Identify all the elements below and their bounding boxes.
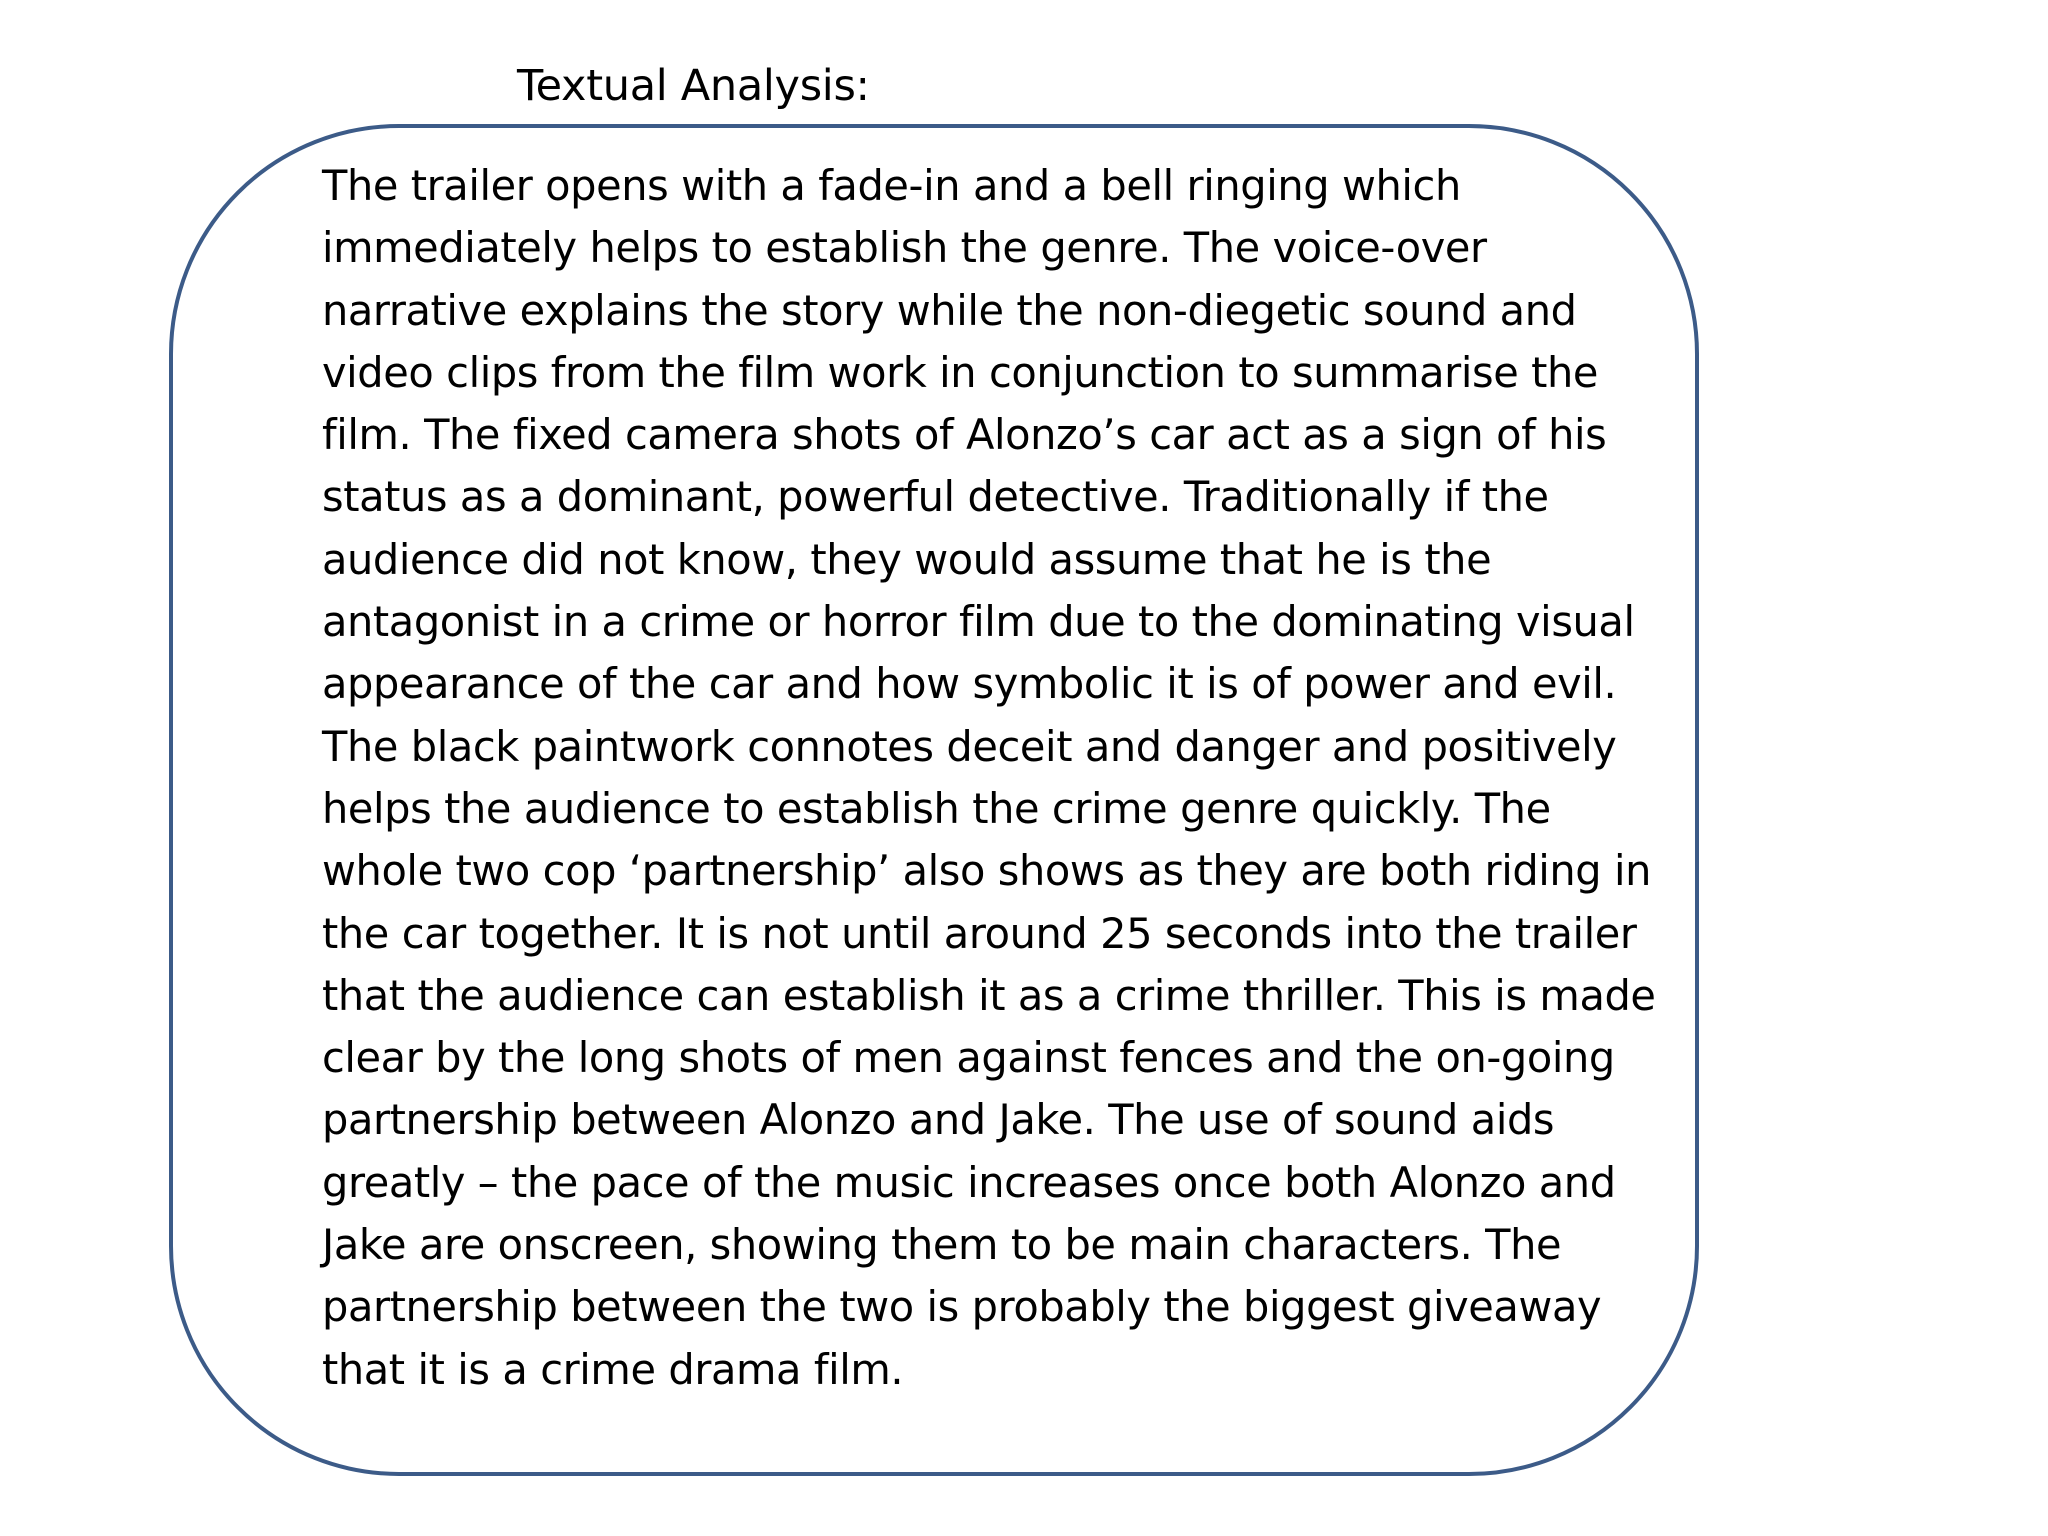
paragraph-line: that the audience can establish it as a crime thriller. This is made	[322, 970, 1656, 1020]
paragraph-line: helps the audience to establish the crime genre quickly. The	[322, 783, 1551, 833]
paragraph-line: whole two cop ‘partnership’ also shows as they are both riding in	[322, 846, 1652, 896]
paragraph-line: The trailer opens with a fade-in and a bell ringing which	[322, 161, 1461, 210]
slide-title: Textual Analysis:	[517, 61, 870, 111]
paragraph-line: audience did not know, they would assume that he is the	[322, 534, 1492, 584]
paragraph-line: status as a dominant, powerful detective. Traditionally if the	[322, 472, 1549, 522]
paragraph-line: video clips from the film work in conjunction to summarise the	[322, 347, 1599, 397]
paragraph-line: appearance of the car and how symbolic it is of power and evil.	[322, 659, 1617, 709]
paragraph-line: The black paintwork connotes deceit and danger and positively	[322, 721, 1617, 771]
paragraph-line: antagonist in a crime or horror film due to the dominating visual	[322, 597, 1635, 647]
paragraph-line: narrative explains the story while the non-diegetic sound and	[322, 285, 1577, 335]
paragraph-line: film. The fixed camera shots of Alonzo’s car act as a sign of his	[322, 410, 1607, 460]
paragraph-line: partnership between the two is probably the biggest giveaway	[322, 1282, 1602, 1332]
analysis-paragraph	[322, 155, 1722, 1401]
paragraph-line: the car together. It is not until around 25 seconds into the trailer	[322, 908, 1637, 958]
paragraph-line: greatly – the pace of the music increases once both Alonzo and	[322, 1157, 1616, 1207]
paragraph-line: clear by the long shots of men against fences and the on-going	[322, 1033, 1615, 1083]
paragraph-line: partnership between Alonzo and Jake. The use of sound aids	[322, 1095, 1555, 1145]
paragraph-line: Jake are onscreen, showing them to be main characters. The	[322, 1220, 1562, 1270]
paragraph-line: immediately helps to establish the genre. The voice-over	[322, 223, 1487, 273]
paragraph-line: that it is a crime drama film.	[322, 1344, 904, 1394]
